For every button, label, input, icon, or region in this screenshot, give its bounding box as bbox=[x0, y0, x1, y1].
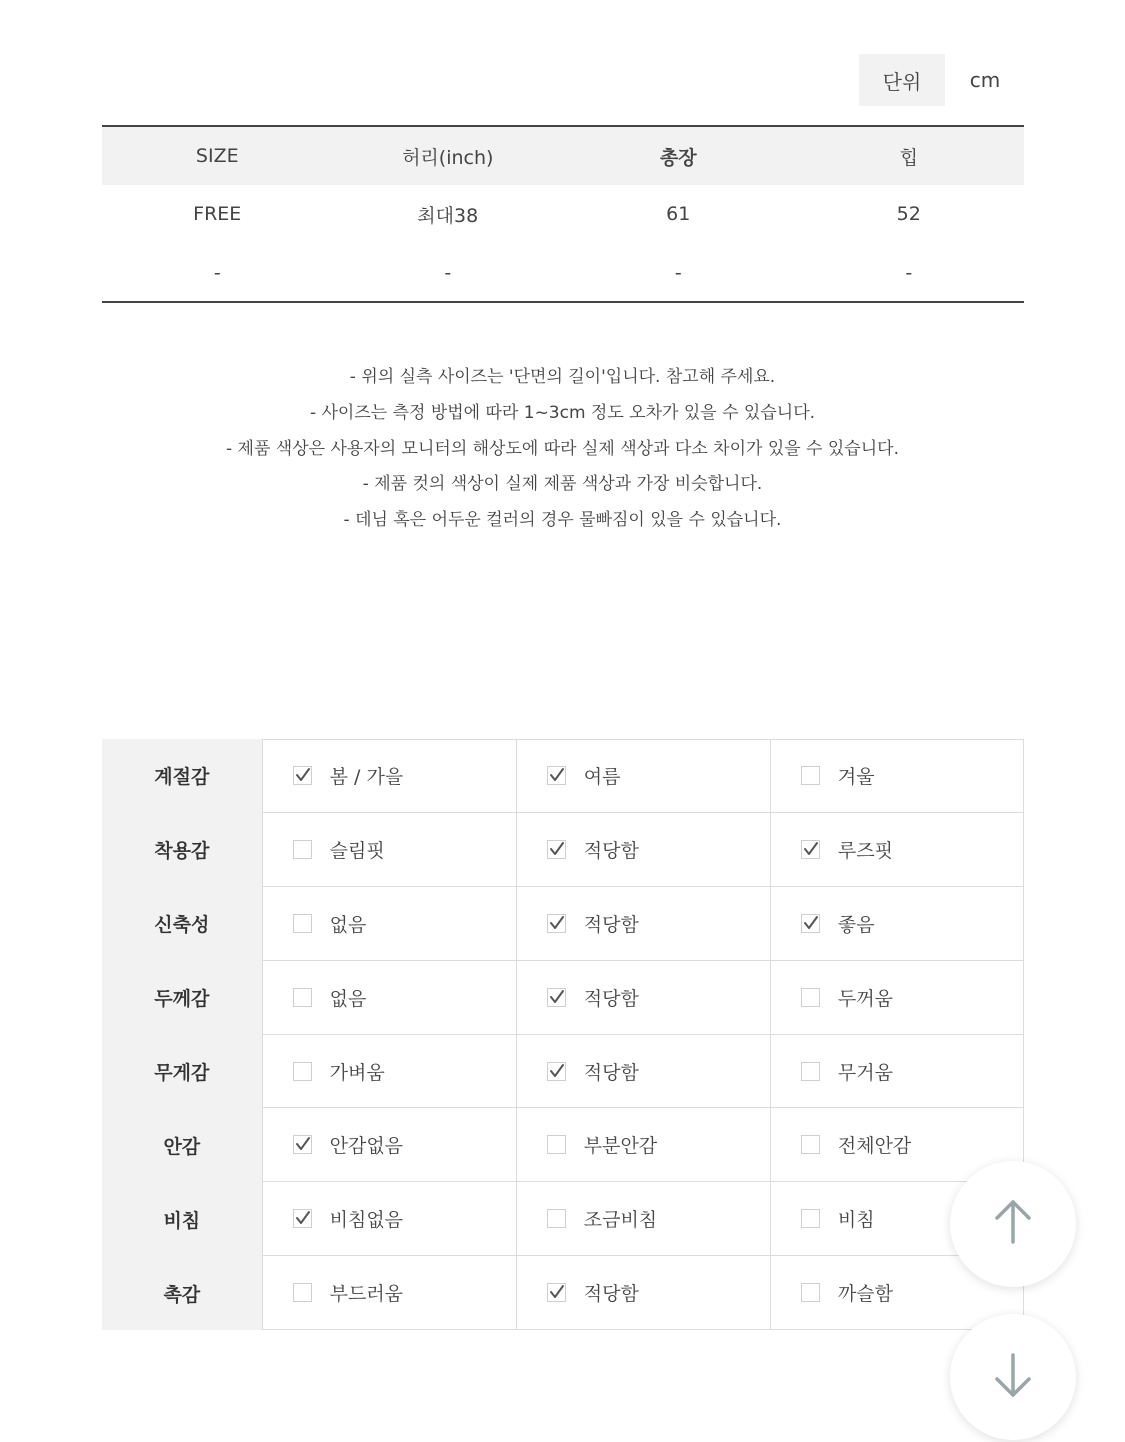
checkbox-checked bbox=[547, 840, 566, 859]
attribute-option-label: 까슬함 bbox=[837, 1283, 893, 1306]
attribute-option-label: 부분안감 bbox=[583, 1135, 658, 1158]
attribute-option bbox=[516, 1256, 770, 1330]
checkbox-checked bbox=[547, 1283, 566, 1302]
attribute-option-label: 조금비침 bbox=[583, 1209, 658, 1232]
attribute-option-label: 슬림핏 bbox=[329, 839, 385, 862]
note-line: - 제품 컷의 색상이 실제 제품 색상과 가장 비슷합니다. bbox=[362, 474, 763, 495]
attribute-row bbox=[102, 739, 1024, 813]
checkbox-checked bbox=[293, 766, 312, 785]
attribute-option-label: 적당함 bbox=[583, 1061, 639, 1084]
attribute-option-label: 가벼움 bbox=[329, 1061, 385, 1084]
attribute-row bbox=[102, 1108, 1024, 1182]
checkbox-checked bbox=[547, 766, 566, 785]
attribute-option-label: 적당함 bbox=[583, 913, 639, 936]
size-notes bbox=[0, 360, 1125, 539]
attribute-option bbox=[516, 813, 770, 887]
table-row bbox=[102, 243, 1024, 301]
attribute-name: 촉감 bbox=[102, 1256, 262, 1330]
attribute-option bbox=[262, 1256, 516, 1330]
size-cell: - bbox=[213, 262, 221, 284]
attribute-option bbox=[516, 887, 770, 961]
unit-value: cm bbox=[969, 68, 1001, 92]
note-line: - 사이즈는 측정 방법에 따라 1~3cm 정도 오차가 있을 수 있습니다. bbox=[309, 402, 816, 423]
product-attribute-table bbox=[102, 739, 1024, 1330]
attribute-option bbox=[516, 1182, 770, 1256]
attribute-name: 신축성 bbox=[102, 887, 262, 961]
attribute-row bbox=[102, 1256, 1024, 1330]
note-line: - 데님 혹은 어두운 컬러의 경우 물빠짐이 있을 수 있습니다. bbox=[343, 510, 782, 531]
checkbox-unchecked bbox=[293, 840, 312, 859]
attribute-option-label: 봄 / 가을 bbox=[329, 766, 404, 789]
checkbox-checked bbox=[547, 914, 566, 933]
attribute-option-label: 적당함 bbox=[583, 839, 639, 862]
attribute-option bbox=[770, 739, 1024, 813]
attribute-option-label: 부드러움 bbox=[329, 1283, 404, 1306]
attribute-option-label: 무거움 bbox=[837, 1061, 893, 1084]
attribute-name: 무게감 bbox=[102, 1035, 262, 1109]
size-cell: 52 bbox=[896, 203, 921, 225]
size-table bbox=[102, 125, 1024, 303]
attribute-option-label: 안감없음 bbox=[329, 1135, 404, 1158]
checkbox-unchecked bbox=[293, 914, 312, 933]
checkbox-unchecked bbox=[293, 1062, 312, 1081]
attribute-name: 착용감 bbox=[102, 813, 262, 887]
checkbox-checked bbox=[293, 1135, 312, 1154]
scroll-bottom-button[interactable] bbox=[950, 1314, 1076, 1440]
attribute-option bbox=[262, 1182, 516, 1256]
attribute-name: 두께감 bbox=[102, 961, 262, 1035]
arrow-down-icon bbox=[993, 1351, 1033, 1403]
attribute-row bbox=[102, 813, 1024, 887]
checkbox-unchecked bbox=[801, 1062, 820, 1081]
size-table-header bbox=[102, 127, 1024, 185]
attribute-option bbox=[262, 813, 516, 887]
checkbox-unchecked bbox=[801, 1135, 820, 1154]
checkbox-unchecked bbox=[547, 1135, 566, 1154]
attribute-row bbox=[102, 887, 1024, 961]
size-header-cell: 허리(inch) bbox=[402, 146, 494, 169]
checkbox-unchecked bbox=[293, 988, 312, 1007]
attribute-option bbox=[262, 887, 516, 961]
table-row bbox=[102, 185, 1024, 243]
note-line: - 위의 실측 사이즈는 '단면의 길이'입니다. 참고해 주세요. bbox=[349, 367, 776, 387]
size-header-cell: SIZE bbox=[195, 145, 239, 167]
checkbox-checked bbox=[801, 914, 820, 933]
checkbox-unchecked bbox=[547, 1209, 566, 1228]
attribute-option-label: 적당함 bbox=[583, 1283, 639, 1306]
attribute-option-label: 비침 bbox=[837, 1209, 875, 1232]
attribute-option-label: 좋음 bbox=[837, 913, 875, 936]
attribute-row bbox=[102, 1035, 1024, 1109]
attribute-option bbox=[262, 739, 516, 813]
attribute-option-label: 전체안감 bbox=[837, 1135, 912, 1158]
unit-indicator bbox=[859, 54, 1025, 106]
checkbox-checked bbox=[293, 1209, 312, 1228]
attribute-option bbox=[770, 961, 1024, 1035]
attribute-name: 계절감 bbox=[102, 739, 262, 813]
size-cell: FREE bbox=[193, 203, 242, 225]
attribute-option-label: 루즈핏 bbox=[837, 839, 893, 862]
attribute-option-label: 없음 bbox=[329, 987, 367, 1010]
checkbox-unchecked bbox=[801, 988, 820, 1007]
checkbox-unchecked bbox=[801, 1209, 820, 1228]
attribute-name: 안감 bbox=[102, 1108, 262, 1182]
attribute-option-label: 여름 bbox=[583, 766, 621, 789]
size-cell: 61 bbox=[666, 203, 691, 225]
checkbox-checked bbox=[547, 1062, 566, 1081]
size-cell: - bbox=[444, 262, 452, 284]
attribute-option bbox=[262, 1108, 516, 1182]
attribute-option bbox=[516, 1108, 770, 1182]
attribute-option bbox=[770, 887, 1024, 961]
attribute-option bbox=[262, 961, 516, 1035]
unit-label: 단위 bbox=[859, 54, 945, 106]
size-cell: - bbox=[674, 262, 682, 284]
attribute-option bbox=[516, 739, 770, 813]
attribute-option-label: 비침없음 bbox=[329, 1209, 404, 1232]
attribute-option bbox=[770, 1035, 1024, 1109]
checkbox-unchecked bbox=[293, 1283, 312, 1302]
checkbox-checked bbox=[801, 840, 820, 859]
checkbox-checked bbox=[547, 988, 566, 1007]
attribute-option-label: 적당함 bbox=[583, 987, 639, 1010]
size-header-cell: 힙 bbox=[899, 146, 918, 169]
scroll-top-button[interactable] bbox=[950, 1161, 1076, 1287]
attribute-name: 비침 bbox=[102, 1182, 262, 1256]
size-cell: - bbox=[905, 262, 913, 284]
checkbox-unchecked bbox=[801, 1283, 820, 1302]
attribute-option-label: 없음 bbox=[329, 913, 367, 936]
note-line: - 제품 색상은 사용자의 모니터의 해상도에 따라 실제 색상과 다소 차이가 있을 수 있습니다. bbox=[226, 438, 899, 459]
arrow-up-icon bbox=[993, 1198, 1033, 1250]
checkbox-unchecked bbox=[801, 766, 820, 785]
attribute-option bbox=[262, 1035, 516, 1109]
size-header-cell: 총장 bbox=[659, 146, 697, 169]
attribute-option bbox=[516, 961, 770, 1035]
attribute-option bbox=[770, 813, 1024, 887]
attribute-option bbox=[516, 1035, 770, 1109]
attribute-row bbox=[102, 961, 1024, 1035]
attribute-option-label: 두꺼움 bbox=[837, 987, 893, 1010]
attribute-row bbox=[102, 1182, 1024, 1256]
size-cell: 최대38 bbox=[417, 204, 479, 227]
attribute-option-label: 겨울 bbox=[837, 766, 875, 789]
